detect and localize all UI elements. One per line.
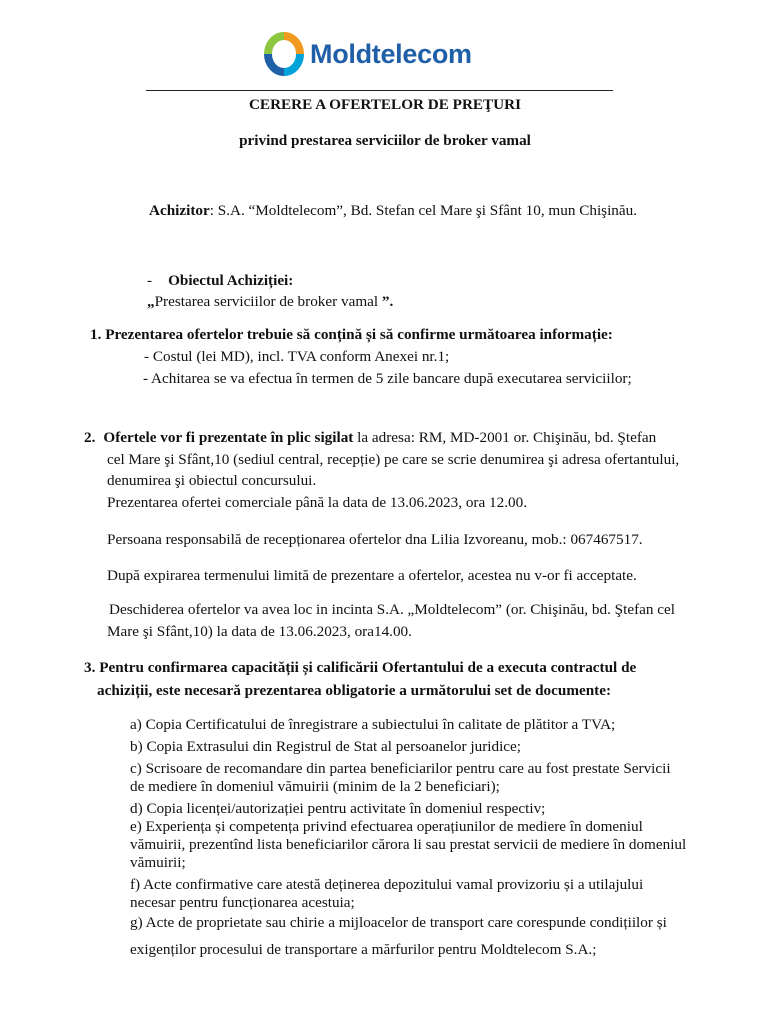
moldtelecom-ring-icon xyxy=(264,31,304,77)
section2-submission-date: Prezentarea ofertei comerciale până la data de 13.06.2023, ora 12.00. xyxy=(107,494,527,511)
document-list-item: c) Scrisoare de recomandare din partea beneficiarilor pentru care au fost prestate Servicii xyxy=(130,760,671,777)
section2-opening-line2: Mare şi Sfânt,10) la data de 13.06.2023, ora14.00. xyxy=(107,623,412,640)
document-list-item-continuation: exigenților procesului de transportare a mărfurilor pentru Moldtelecom S.A.; xyxy=(130,941,597,958)
section2-deadline: După expirarea termenului limită de prezentare a ofertelor, acestea nu v-or fi acceptate. xyxy=(107,567,637,584)
document-list-item-continuation: vămuirii; xyxy=(130,854,186,871)
object-dash: - xyxy=(147,272,153,289)
brand-name: Moldtelecom xyxy=(310,38,472,69)
section2-opening-line1: Deschiderea ofertelor va avea loc in incinta S.A. „Moldtelecom” (or. Chişinău, bd. Ştefan cel xyxy=(109,601,675,618)
section2-line1 xyxy=(84,428,656,447)
buyer-text: : S.A. “Moldtelecom”, Bd. Stefan cel Mare şi Sfânt 10, mun Chişinău. xyxy=(209,202,638,219)
document-list-item: d) Copia licenței/autorizației pentru activitate în domeniul respectiv; xyxy=(130,800,546,817)
document-list-item: a) Copia Certificatului de înregistrare a subiectului în calitate de plătitor a TVA; xyxy=(130,716,616,733)
document-list-item: e) Experiența și competența privind efectuarea operațiunilor de mediere în domeniul xyxy=(130,818,643,835)
document-list-item: g) Acte de proprietate sau chirie a mijloacelor de transport care corespunde condițiilor și xyxy=(130,914,667,931)
section2-line1-rest: la adresa: RM, MD-2001 or. Chişinău, bd. Ştefan xyxy=(353,429,657,446)
buyer-label: Achizitor xyxy=(149,202,210,219)
section2-bold-lead: Ofertele vor fi prezentate în plic sigilat xyxy=(103,429,354,446)
section2-responsible: Persoana responsabilă de recepționarea ofertelor dna Lilia Izvoreanu, mob.: 067467517. xyxy=(107,531,643,548)
section2-line2: cel Mare şi Sfânt,10 (sediul central, recepție) pe care se scrie denumirea şi adresa ofertantului, xyxy=(107,451,680,468)
document-list-item: f) Acte confirmative care atestă deținerea depozitului vamal provizoriu și a utilajului xyxy=(130,876,644,893)
section1-item: - Achitarea se va efectua în termen de 5 zile bancare după executarea serviciilor; xyxy=(143,370,632,387)
section1-heading: 1. Prezentarea ofertelor trebuie să conțină și să confirme următoarea informație: xyxy=(90,326,613,343)
section3-heading-line2: achiziții, este necesară prezentarea obligatorie a următorului set de documente: xyxy=(97,682,612,699)
document-list-item: b) Copia Extrasului din Registrul de Stat al persoanelor juridice; xyxy=(130,738,521,755)
object-value-close-quote: ”. xyxy=(381,293,394,310)
document-list-item-continuation: de mediere în domeniul vămuirii (minim de la 2 beneficiari); xyxy=(130,778,500,795)
object-label: Obiectul Achiziției: xyxy=(168,272,294,289)
object-value: „Prestarea serviciilor de broker vamal ”. xyxy=(147,293,394,310)
buyer-line xyxy=(149,201,637,220)
section1-item: - Costul (lei MD), incl. TVA conform Anexei nr.1; xyxy=(144,348,450,365)
section2-line3: denumirea şi obiectul concursului. xyxy=(107,472,317,489)
document-title: CERERE A OFERTELOR DE PREŢURI xyxy=(248,96,522,113)
section3-heading-line1: 3. Pentru confirmarea capacității și calificării Ofertantului de a executa contractul de xyxy=(84,659,637,676)
section2-number: 2. xyxy=(84,429,96,446)
object-heading xyxy=(147,271,293,290)
document-list-item-continuation: necesar pentru funcționarea acestuia; xyxy=(130,894,355,911)
document-list-item-continuation: vămuirii, prezentînd lista beneficiarilor cărora li sau prestat servicii de mediere în domeniul xyxy=(130,836,687,853)
object-value-text: Prestarea serviciilor de broker vamal xyxy=(154,293,379,310)
header-divider xyxy=(146,90,613,91)
company-logo xyxy=(264,26,472,82)
document-subtitle: privind prestarea serviciilor de broker vamal xyxy=(239,132,531,149)
